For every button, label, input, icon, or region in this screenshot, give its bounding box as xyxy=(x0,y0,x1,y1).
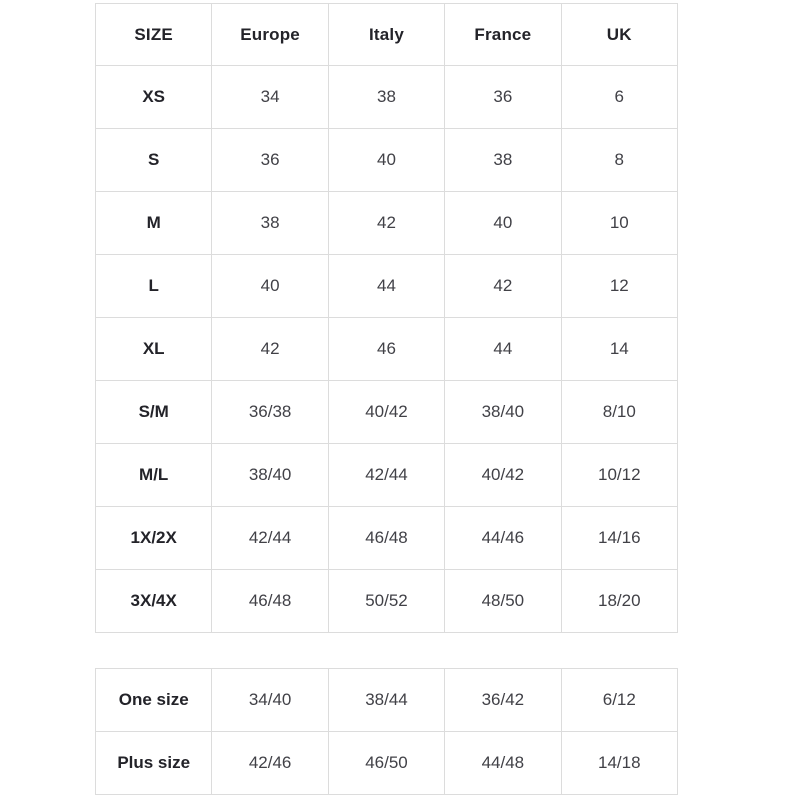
size-value: 34/40 xyxy=(212,669,328,732)
size-value: 38/40 xyxy=(445,381,561,444)
column-header-uk: UK xyxy=(561,4,677,66)
one-size-plus-size-table xyxy=(95,668,678,795)
size-value: 38 xyxy=(212,192,328,255)
size-value: 46 xyxy=(328,318,444,381)
size-value: 42/44 xyxy=(328,444,444,507)
size-value: 14/16 xyxy=(561,507,677,570)
size-label: S/M xyxy=(96,381,212,444)
size-value: 48/50 xyxy=(445,570,561,633)
size-label: 3X/4X xyxy=(96,570,212,633)
table-row xyxy=(96,444,678,507)
size-label: L xyxy=(96,255,212,318)
size-label: S xyxy=(96,129,212,192)
size-value: 38/40 xyxy=(212,444,328,507)
size-value: 44 xyxy=(328,255,444,318)
table-row xyxy=(96,570,678,633)
column-header-size: SIZE xyxy=(96,4,212,66)
size-value: 42 xyxy=(212,318,328,381)
size-label: M/L xyxy=(96,444,212,507)
size-value: 6/12 xyxy=(561,669,677,732)
size-value: 42 xyxy=(328,192,444,255)
size-value: 40 xyxy=(328,129,444,192)
size-value: 50/52 xyxy=(328,570,444,633)
size-label: XS xyxy=(96,66,212,129)
size-label: XL xyxy=(96,318,212,381)
size-value: 46/50 xyxy=(328,732,444,795)
size-value: 10/12 xyxy=(561,444,677,507)
size-value: 38/44 xyxy=(328,669,444,732)
size-value: 8/10 xyxy=(561,381,677,444)
size-value: 18/20 xyxy=(561,570,677,633)
table-row xyxy=(96,255,678,318)
size-value: 36/38 xyxy=(212,381,328,444)
size-value: 44/48 xyxy=(445,732,561,795)
table-row xyxy=(96,507,678,570)
size-value: 40/42 xyxy=(328,381,444,444)
size-value: 46/48 xyxy=(328,507,444,570)
column-header-italy: Italy xyxy=(328,4,444,66)
table-row xyxy=(96,381,678,444)
column-header-europe: Europe xyxy=(212,4,328,66)
table-row xyxy=(96,129,678,192)
table-row xyxy=(96,318,678,381)
size-label: M xyxy=(96,192,212,255)
header-row xyxy=(96,4,678,66)
size-label: One size xyxy=(96,669,212,732)
size-value: 14 xyxy=(561,318,677,381)
size-value: 10 xyxy=(561,192,677,255)
size-value: 36 xyxy=(445,66,561,129)
size-value: 8 xyxy=(561,129,677,192)
size-label: 1X/2X xyxy=(96,507,212,570)
size-value: 6 xyxy=(561,66,677,129)
table-row xyxy=(96,669,678,732)
size-value: 36/42 xyxy=(445,669,561,732)
size-conversion-table xyxy=(95,3,678,633)
size-label: Plus size xyxy=(96,732,212,795)
size-value: 40 xyxy=(445,192,561,255)
size-value: 12 xyxy=(561,255,677,318)
table-row xyxy=(96,192,678,255)
size-value: 46/48 xyxy=(212,570,328,633)
table-row xyxy=(96,732,678,795)
size-value: 42/46 xyxy=(212,732,328,795)
size-value: 42/44 xyxy=(212,507,328,570)
size-value: 42 xyxy=(445,255,561,318)
table-gap xyxy=(0,633,800,668)
size-value: 34 xyxy=(212,66,328,129)
column-header-france: France xyxy=(445,4,561,66)
size-value: 44 xyxy=(445,318,561,381)
size-value: 40/42 xyxy=(445,444,561,507)
size-value: 38 xyxy=(328,66,444,129)
size-value: 44/46 xyxy=(445,507,561,570)
size-value: 36 xyxy=(212,129,328,192)
size-value: 40 xyxy=(212,255,328,318)
size-value: 14/18 xyxy=(561,732,677,795)
table-row xyxy=(96,66,678,129)
size-value: 38 xyxy=(445,129,561,192)
